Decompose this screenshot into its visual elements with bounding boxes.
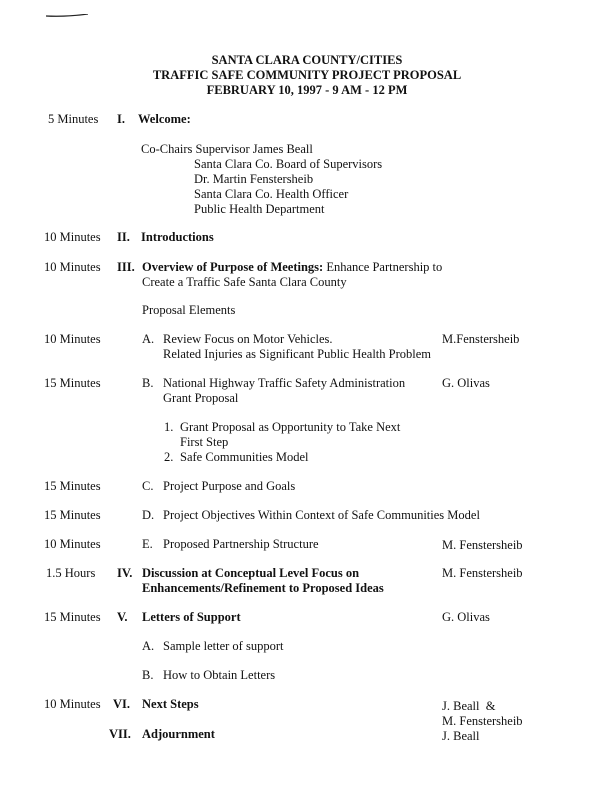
letters-time: 15 Minutes xyxy=(44,610,101,624)
letters-sub-a: Sample letter of support xyxy=(163,639,284,653)
welcome-time: 5 Minutes xyxy=(48,112,99,126)
next-steps-presenter-2: M. Fenstersheib xyxy=(442,714,523,728)
next-steps-time: 10 Minutes xyxy=(44,697,101,711)
letters-sub-b: How to Obtain Letters xyxy=(163,668,276,682)
welcome-numeral: I. xyxy=(117,112,125,126)
item-c-time: 15 Minutes xyxy=(44,479,101,493)
item-b-line-1: National Highway Traffic Safety Administration xyxy=(163,376,406,390)
welcome-title: Welcome: xyxy=(138,112,191,126)
co-chairs-line: Co-Chairs Supervisor James Beall xyxy=(141,142,313,156)
overview-numeral: III. xyxy=(117,260,135,274)
proposal-elements-heading: Proposal Elements xyxy=(142,303,236,317)
adjournment-title: Adjournment xyxy=(142,727,215,741)
header-line-1: SANTA CLARA COUNTY/CITIES xyxy=(211,53,403,67)
discussion-line-1: Discussion at Conceptual Level Focus on xyxy=(142,566,360,580)
discussion-line-2: Enhancements/Refinement to Proposed Ideas xyxy=(142,581,384,595)
next-steps-numeral: VI. xyxy=(113,697,131,711)
overview-line-1 xyxy=(142,259,442,275)
item-a-letter: A. xyxy=(142,332,155,346)
next-steps-title: Next Steps xyxy=(142,697,199,711)
letters-numeral: V. xyxy=(117,610,128,624)
item-e-letter: E. xyxy=(142,537,153,551)
letters-sub-a-letter: A. xyxy=(142,639,155,653)
item-a-line-1: Review Focus on Motor Vehicles. xyxy=(163,332,333,346)
next-steps-presenter-1: J. Beall & xyxy=(442,699,496,713)
letters-presenter: G. Olivas xyxy=(442,610,490,624)
adjournment-numeral: VII. xyxy=(109,727,131,741)
item-b-presenter: G. Olivas xyxy=(442,376,490,390)
overview-title-rest: Enhance Partnership to xyxy=(323,260,443,274)
overview-title: Overview of Purpose of Meetings: xyxy=(142,260,324,274)
introductions-time: 10 Minutes xyxy=(44,230,101,244)
adjournment-presenter: J. Beall xyxy=(442,729,480,743)
item-a-presenter: M.Fenstersheib xyxy=(442,332,520,346)
item-c-text: Project Purpose and Goals xyxy=(163,479,296,493)
subitem-1-number: 1. xyxy=(164,420,174,434)
item-d-text: Project Objectives Within Context of Safe Communities Model xyxy=(163,508,480,522)
item-b-line-2: Grant Proposal xyxy=(163,391,239,405)
discussion-presenter: M. Fenstersheib xyxy=(442,566,523,580)
discussion-numeral: IV. xyxy=(117,566,133,580)
item-b-time: 15 Minutes xyxy=(44,376,101,390)
subitem-1-line-2: First Step xyxy=(180,435,229,449)
introductions-title: Introductions xyxy=(141,230,214,244)
overview-time: 10 Minutes xyxy=(44,260,101,274)
header-line-2: TRAFFIC SAFE COMMUNITY PROJECT PROPOSAL xyxy=(152,68,462,82)
item-e-presenter: M. Fenstersheib xyxy=(442,538,523,552)
subitem-1-line-1: Grant Proposal as Opportunity to Take Next xyxy=(180,420,401,434)
chair-department: Public Health Department xyxy=(194,202,325,216)
item-e-time: 10 Minutes xyxy=(44,537,101,551)
introductions-numeral: II. xyxy=(117,230,130,244)
chair-name: Dr. Martin Fenstersheib xyxy=(194,172,314,186)
item-d-letter: D. xyxy=(142,508,155,522)
item-e-text: Proposed Partnership Structure xyxy=(163,537,319,551)
overview-line-2: Create a Traffic Safe Santa Clara County xyxy=(142,275,347,289)
subitem-2-line-1: Safe Communities Model xyxy=(180,450,309,464)
discussion-time: 1.5 Hours xyxy=(46,566,96,580)
subitem-2-number: 2. xyxy=(164,450,174,464)
pen-mark xyxy=(46,14,88,17)
item-a-line-2: Related Injuries as Significant Public Health Problem xyxy=(163,347,431,361)
item-d-time: 15 Minutes xyxy=(44,508,101,522)
item-b-letter: B. xyxy=(142,376,154,390)
item-a-time: 10 Minutes xyxy=(44,332,101,346)
chair-affiliation: Santa Clara Co. Board of Supervisors xyxy=(194,157,383,171)
item-c-letter: C. xyxy=(142,479,154,493)
header-line-3: FEBRUARY 10, 1997 - 9 AM - 12 PM xyxy=(206,83,408,97)
letters-title: Letters of Support xyxy=(142,610,241,624)
letters-sub-b-letter: B. xyxy=(142,668,154,682)
chair-title: Santa Clara Co. Health Officer xyxy=(194,187,349,201)
